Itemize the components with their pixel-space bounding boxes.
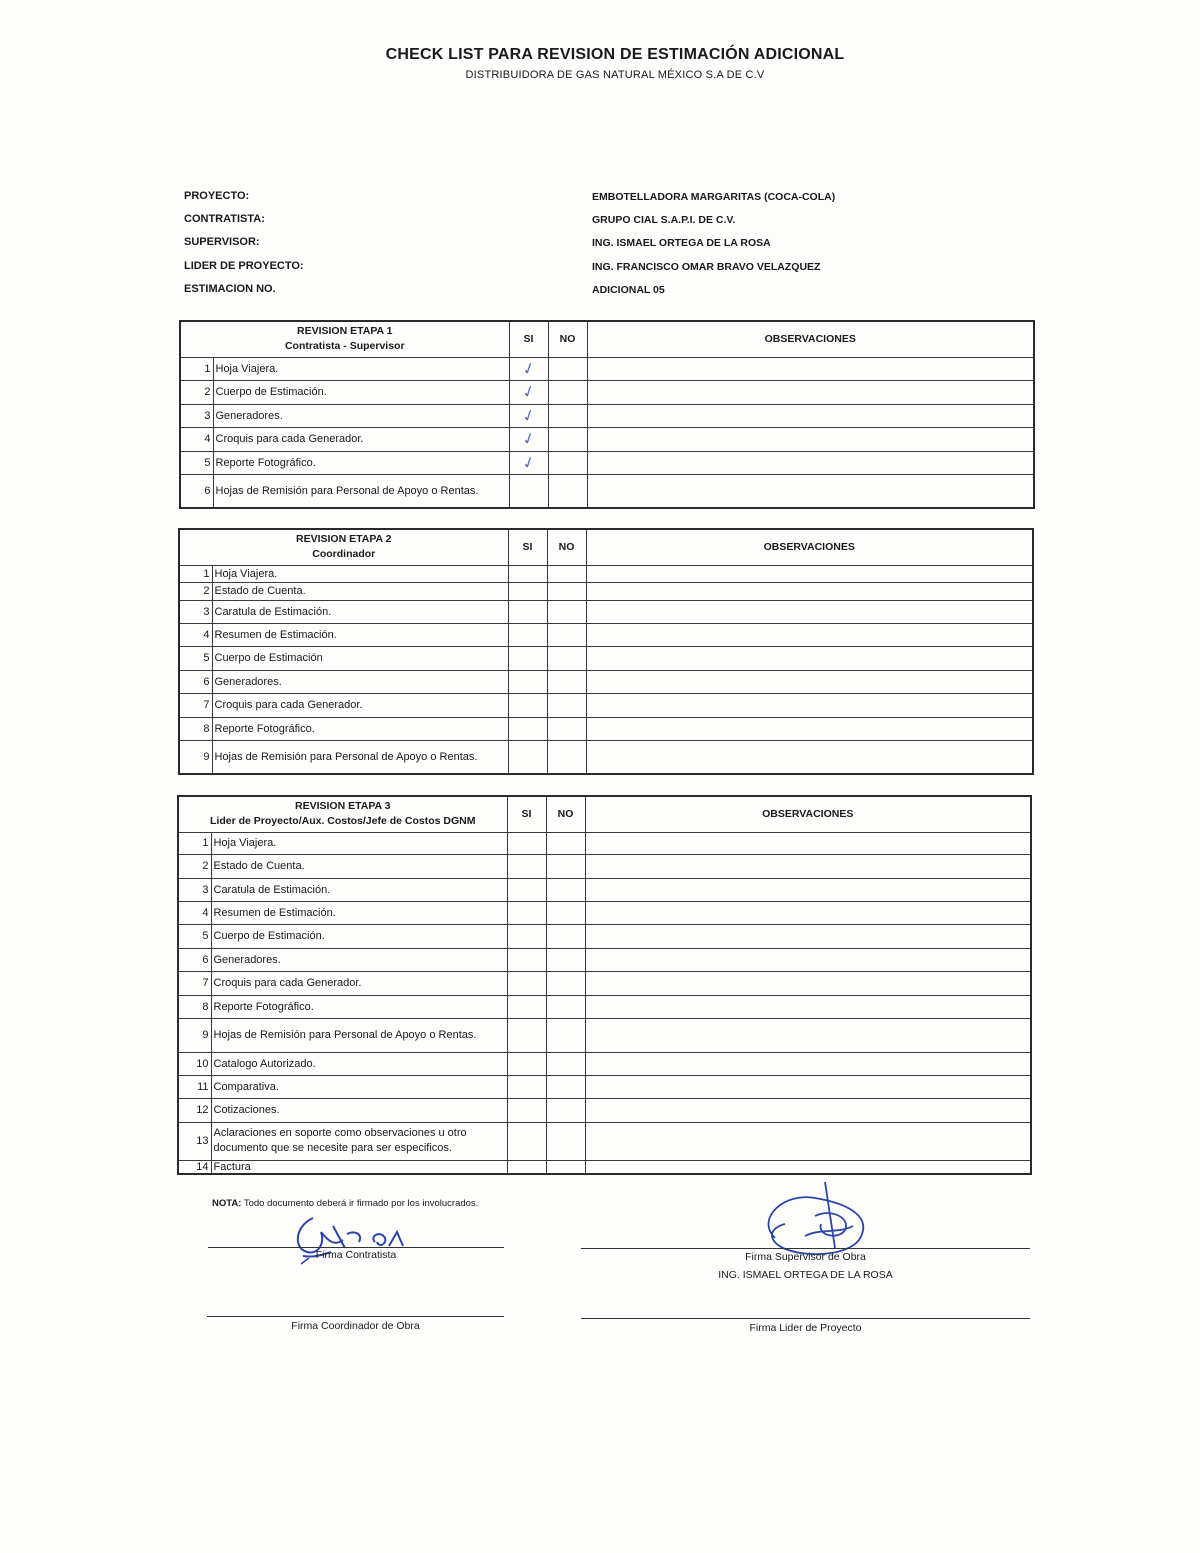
item-number: 6 — [179, 670, 212, 693]
contratista-sig-label: Firma Contratista — [315, 1249, 397, 1261]
lider-label: LIDER DE PROYECTO: — [184, 260, 304, 272]
item-number: 3 — [179, 600, 212, 623]
no-cell[interactable] — [546, 878, 585, 901]
checklist-row — [178, 832, 1031, 854]
no-cell[interactable] — [548, 474, 587, 508]
observaciones-cell[interactable] — [585, 832, 1031, 854]
no-cell[interactable] — [546, 832, 585, 854]
item-number: 8 — [178, 995, 211, 1018]
item-label: Cuerpo de Estimación. — [213, 380, 509, 404]
item-label: Croquis para cada Generador. — [212, 693, 508, 717]
item-label: Generadores. — [211, 948, 507, 971]
checklist-row — [179, 740, 1033, 774]
si-cell[interactable] — [509, 380, 548, 404]
si-cell[interactable] — [507, 1018, 546, 1052]
observaciones-header: OBSERVACIONES — [586, 529, 1033, 565]
observaciones-cell[interactable] — [586, 565, 1033, 582]
checklist-row — [179, 582, 1033, 600]
no-header: NO — [546, 796, 585, 832]
si-cell[interactable] — [507, 832, 546, 854]
si-cell[interactable] — [508, 717, 547, 740]
si-cell[interactable] — [508, 600, 547, 623]
item-label: Estado de Cuenta. — [211, 854, 507, 878]
item-number: 1 — [179, 565, 212, 582]
si-cell[interactable] — [509, 474, 548, 508]
no-cell[interactable] — [547, 565, 586, 582]
checklist-row — [178, 948, 1031, 971]
no-cell[interactable] — [547, 740, 586, 774]
observaciones-cell[interactable] — [585, 854, 1031, 878]
observaciones-cell[interactable] — [585, 971, 1031, 995]
si-cell[interactable] — [507, 901, 546, 924]
item-label: Hoja Viajera. — [212, 565, 508, 582]
item-number: 11 — [178, 1075, 211, 1098]
checklist-row — [179, 717, 1033, 740]
contratista-value: GRUPO CIAL S.A.P.I. DE C.V. — [592, 214, 736, 226]
contratista-sig-line — [208, 1247, 504, 1248]
nota-text: Todo documento deberá ir firmado por los involucrados. — [243, 1198, 479, 1209]
si-cell[interactable] — [508, 565, 547, 582]
observaciones-cell[interactable] — [585, 995, 1031, 1018]
item-label: Generadores. — [213, 404, 509, 427]
item-label: Factura — [211, 1160, 507, 1174]
no-cell[interactable] — [546, 854, 585, 878]
si-header: SI — [507, 796, 546, 832]
etapa2-subtitle: Coordinador — [312, 548, 376, 561]
no-cell[interactable] — [547, 600, 586, 623]
observaciones-cell[interactable] — [587, 474, 1034, 508]
etapa2-table — [178, 528, 1034, 775]
si-cell[interactable] — [507, 1122, 546, 1160]
checklist-row — [179, 565, 1033, 582]
etapa2-title: REVISION ETAPA 2 — [296, 533, 392, 546]
etapa1-header — [180, 321, 509, 357]
si-cell[interactable] — [509, 451, 548, 474]
item-label: Aclaraciones en soporte como observaciones u otro documento que se necesite para ser especificos. — [211, 1122, 507, 1160]
checkmark-icon: ✓ — [519, 382, 538, 403]
item-label: Estado de Cuenta. — [212, 582, 508, 600]
checklist-row — [178, 1018, 1031, 1052]
no-cell[interactable] — [548, 451, 587, 474]
item-number: 3 — [180, 404, 213, 427]
si-cell[interactable] — [509, 357, 548, 380]
coordinador-sig-line — [207, 1316, 504, 1317]
observaciones-cell[interactable] — [585, 948, 1031, 971]
no-cell[interactable] — [546, 1018, 585, 1052]
item-number: 8 — [179, 717, 212, 740]
supervisor-name: ING. ISMAEL ORTEGA DE LA ROSA — [718, 1269, 893, 1281]
si-cell[interactable] — [507, 1075, 546, 1098]
si-cell[interactable] — [507, 1098, 546, 1122]
checklist-row — [178, 1122, 1031, 1160]
item-number: 4 — [179, 623, 212, 646]
no-cell[interactable] — [547, 646, 586, 670]
supervisor-value: ING. ISMAEL ORTEGA DE LA ROSA — [592, 237, 771, 249]
no-cell[interactable] — [548, 380, 587, 404]
si-cell[interactable] — [508, 740, 547, 774]
observaciones-cell[interactable] — [586, 693, 1033, 717]
observaciones-cell[interactable] — [587, 404, 1034, 427]
si-cell[interactable] — [507, 995, 546, 1018]
observaciones-cell[interactable] — [587, 451, 1034, 474]
observaciones-cell[interactable] — [585, 1075, 1031, 1098]
item-number: 3 — [178, 878, 211, 901]
item-label: Reporte Fotográfico. — [213, 451, 509, 474]
checklist-row — [179, 623, 1033, 646]
item-label: Catalogo Autorizado. — [211, 1052, 507, 1075]
observaciones-cell[interactable] — [585, 1098, 1031, 1122]
checkmark-icon: ✓ — [519, 358, 538, 380]
item-number: 10 — [178, 1052, 211, 1075]
item-number: 5 — [178, 924, 211, 948]
checklist-row — [180, 380, 1034, 404]
item-label: Cuerpo de Estimación. — [211, 924, 507, 948]
no-cell[interactable] — [546, 1075, 585, 1098]
item-label: Generadores. — [212, 670, 508, 693]
checkmark-icon: ✓ — [519, 452, 538, 474]
checklist-row — [180, 451, 1034, 474]
si-header: SI — [508, 529, 547, 565]
observaciones-cell[interactable] — [586, 740, 1033, 774]
item-label: Resumen de Estimación. — [211, 901, 507, 924]
checklist-row — [178, 854, 1031, 878]
checklist-row — [179, 646, 1033, 670]
item-label: Reporte Fotográfico. — [211, 995, 507, 1018]
item-label: Caratula de Estimación. — [212, 600, 508, 623]
item-label: Hoja Viajera. — [213, 357, 509, 380]
item-number: 6 — [180, 474, 213, 508]
checklist-row — [179, 600, 1033, 623]
no-cell[interactable] — [546, 971, 585, 995]
item-number: 2 — [178, 854, 211, 878]
observaciones-cell[interactable] — [585, 1160, 1031, 1174]
observaciones-cell[interactable] — [585, 1122, 1031, 1160]
si-cell[interactable] — [508, 582, 547, 600]
observaciones-cell[interactable] — [586, 670, 1033, 693]
checklist-row — [178, 1075, 1031, 1098]
observaciones-cell[interactable] — [587, 357, 1034, 380]
item-number: 14 — [178, 1160, 211, 1174]
item-label: Croquis para cada Generador. — [213, 427, 509, 451]
checklist-row — [178, 1098, 1031, 1122]
observaciones-cell[interactable] — [586, 646, 1033, 670]
observaciones-cell[interactable] — [585, 1018, 1031, 1052]
checklist-row — [178, 901, 1031, 924]
lider-value: ING. FRANCISCO OMAR BRAVO VELAZQUEZ — [592, 261, 821, 273]
nota-label: NOTA: — [212, 1198, 242, 1209]
proyecto-label: PROYECTO: — [184, 190, 250, 202]
item-number: 4 — [180, 427, 213, 451]
si-cell[interactable] — [509, 427, 548, 451]
no-cell[interactable] — [547, 717, 586, 740]
observaciones-cell[interactable] — [586, 600, 1033, 623]
item-label: Comparativa. — [211, 1075, 507, 1098]
item-number: 2 — [180, 380, 213, 404]
no-cell[interactable] — [546, 1122, 585, 1160]
item-label: Hojas de Remisión para Personal de Apoyo o Rentas. — [213, 474, 509, 508]
checklist-row — [179, 670, 1033, 693]
checklist-row — [179, 693, 1033, 717]
observaciones-cell[interactable] — [585, 1052, 1031, 1075]
si-cell[interactable] — [508, 670, 547, 693]
checklist-row — [178, 995, 1031, 1018]
si-cell[interactable] — [507, 854, 546, 878]
si-cell[interactable] — [507, 1160, 546, 1174]
document-title: CHECK LIST PARA REVISION DE ESTIMACIÓN ADICIONAL — [385, 46, 845, 63]
observaciones-cell[interactable] — [586, 623, 1033, 646]
item-number: 9 — [179, 740, 212, 774]
no-cell[interactable] — [546, 948, 585, 971]
checklist-row — [180, 404, 1034, 427]
si-cell[interactable] — [507, 924, 546, 948]
item-label: Resumen de Estimación. — [212, 623, 508, 646]
no-cell[interactable] — [546, 1052, 585, 1075]
checklist-row — [180, 357, 1034, 380]
observaciones-cell[interactable] — [586, 717, 1033, 740]
observaciones-cell[interactable] — [585, 901, 1031, 924]
observaciones-header: OBSERVACIONES — [585, 796, 1031, 832]
estimacion-value: ADICIONAL 05 — [592, 284, 665, 296]
observaciones-cell[interactable] — [587, 427, 1034, 451]
checklist-row — [178, 924, 1031, 948]
item-label: Reporte Fotográfico. — [212, 717, 508, 740]
checklist-row — [178, 878, 1031, 901]
observaciones-header: OBSERVACIONES — [587, 321, 1034, 357]
item-label: Cuerpo de Estimación — [212, 646, 508, 670]
item-number: 1 — [180, 357, 213, 380]
item-number: 5 — [180, 451, 213, 474]
no-header: NO — [547, 529, 586, 565]
coordinador-sig-label: Firma Coordinador de Obra — [291, 1320, 420, 1332]
item-number: 12 — [178, 1098, 211, 1122]
checklist-row — [178, 1160, 1031, 1174]
no-cell[interactable] — [547, 582, 586, 600]
lider-sig-label: Firma Lider de Proyecto — [749, 1322, 862, 1334]
etapa1-table — [179, 320, 1035, 509]
item-number: 13 — [178, 1122, 211, 1160]
supervisor-label: SUPERVISOR: — [184, 236, 260, 248]
item-label: Hojas de Remisión para Personal de Apoyo o Rentas. — [212, 740, 508, 774]
no-cell[interactable] — [547, 693, 586, 717]
observaciones-cell[interactable] — [587, 380, 1034, 404]
item-number: 1 — [178, 832, 211, 854]
etapa3-header — [178, 796, 507, 832]
no-header: NO — [548, 321, 587, 357]
item-label: Hojas de Remisión para Personal de Apoyo o Rentas. — [211, 1018, 507, 1052]
si-cell[interactable] — [508, 693, 547, 717]
etapa1-title: REVISION ETAPA 1 — [297, 325, 393, 338]
supervisor-sig-line — [581, 1248, 1030, 1249]
etapa3-title: REVISION ETAPA 3 — [295, 800, 391, 813]
observaciones-cell[interactable] — [585, 878, 1031, 901]
checklist-row — [178, 971, 1031, 995]
proyecto-value: EMBOTELLADORA MARGARITAS (COCA-COLA) — [592, 191, 836, 203]
observaciones-cell[interactable] — [586, 582, 1033, 600]
item-label: Caratula de Estimación. — [211, 878, 507, 901]
si-cell[interactable] — [507, 948, 546, 971]
contratista-label: CONTRATISTA: — [184, 213, 265, 225]
checklist-row — [180, 474, 1034, 508]
item-number: 2 — [179, 582, 212, 600]
no-cell[interactable] — [546, 1160, 585, 1174]
si-cell[interactable] — [508, 623, 547, 646]
checkmark-icon: ✓ — [519, 405, 538, 427]
etapa3-table — [177, 795, 1032, 1175]
no-cell[interactable] — [548, 404, 587, 427]
supervisor-sig-label: Firma Supervisor de Obra — [745, 1251, 866, 1263]
document-subtitle: DISTRIBUIDORA DE GAS NATURAL MÉXICO S.A DE C.V — [465, 69, 765, 81]
etapa1-subtitle: Contratista - Supervisor — [284, 340, 405, 353]
observaciones-cell[interactable] — [585, 924, 1031, 948]
nota — [212, 1198, 478, 1209]
item-label: Croquis para cada Generador. — [211, 971, 507, 995]
item-number: 7 — [179, 693, 212, 717]
no-cell[interactable] — [548, 357, 587, 380]
si-cell[interactable] — [507, 878, 546, 901]
estimacion-label: ESTIMACION NO. — [184, 283, 276, 295]
etapa3-subtitle: Lider de Proyecto/Aux. Costos/Jefe de Costos DGNM — [210, 815, 476, 828]
item-number: 6 — [178, 948, 211, 971]
si-cell[interactable] — [507, 1052, 546, 1075]
item-label: Hoja Viajera. — [211, 832, 507, 854]
no-cell[interactable] — [547, 623, 586, 646]
no-cell[interactable] — [547, 670, 586, 693]
checklist-row — [180, 427, 1034, 451]
checkmark-icon: ✓ — [519, 429, 538, 450]
no-cell[interactable] — [546, 901, 585, 924]
checklist-row — [178, 1052, 1031, 1075]
si-cell[interactable] — [509, 404, 548, 427]
item-label: Cotizaciones. — [211, 1098, 507, 1122]
si-header: SI — [509, 321, 548, 357]
no-cell[interactable] — [546, 995, 585, 1018]
item-number: 4 — [178, 901, 211, 924]
no-cell[interactable] — [546, 1098, 585, 1122]
no-cell[interactable] — [548, 427, 587, 451]
item-number: 9 — [178, 1018, 211, 1052]
si-cell[interactable] — [507, 971, 546, 995]
lider-sig-line — [581, 1318, 1030, 1319]
item-number: 7 — [178, 971, 211, 995]
etapa2-header — [179, 529, 508, 565]
si-cell[interactable] — [508, 646, 547, 670]
no-cell[interactable] — [546, 924, 585, 948]
item-number: 5 — [179, 646, 212, 670]
